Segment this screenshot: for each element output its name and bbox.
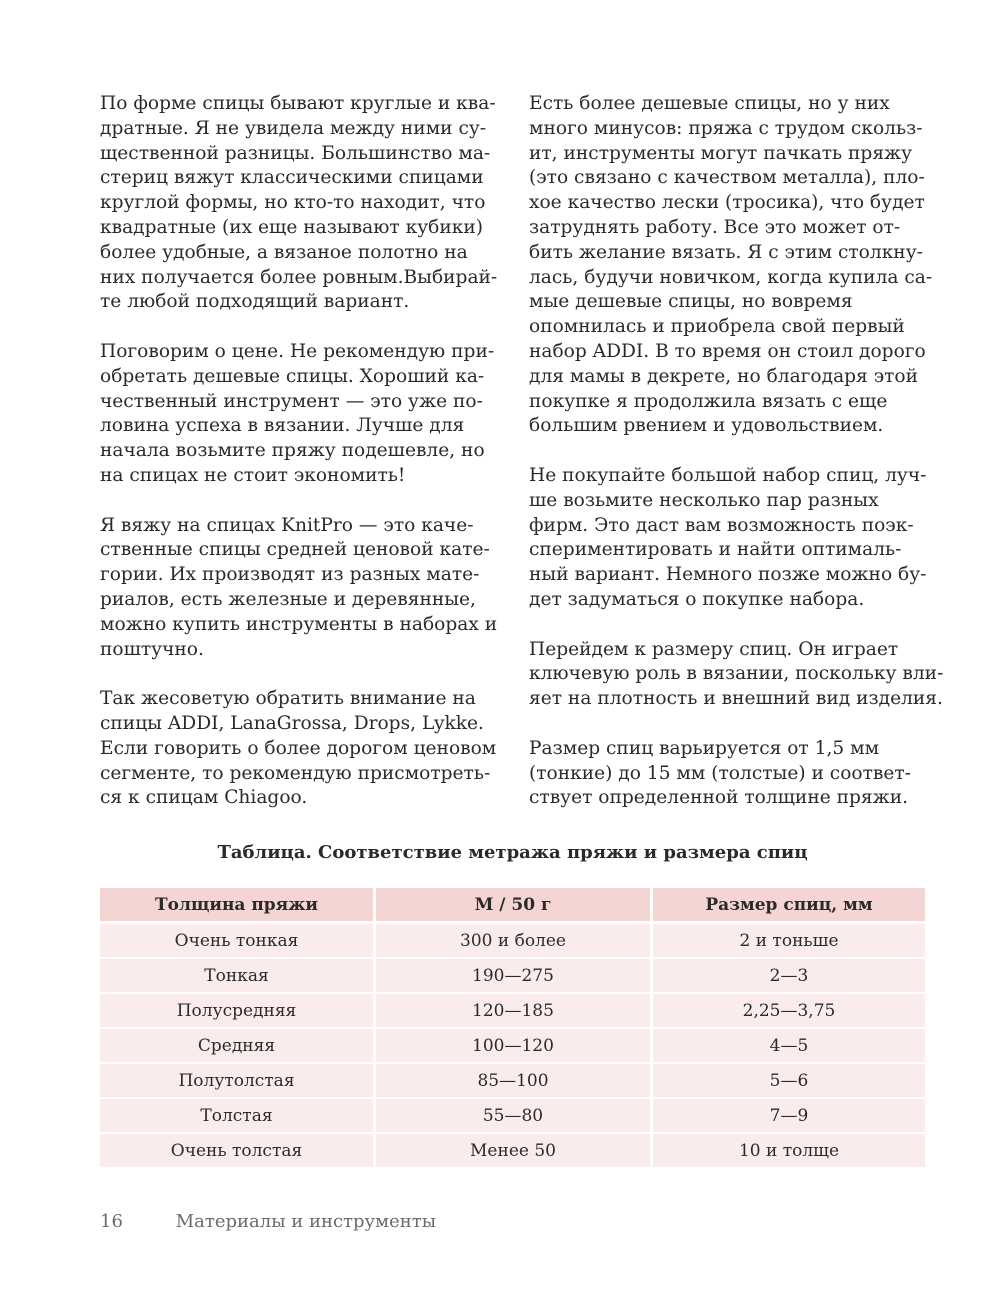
- text-line: стериц вяжут классическими спицами: [100, 167, 484, 189]
- text-line: сегменте, то рекомендую присмотреть-: [100, 762, 491, 784]
- paragraph: [100, 514, 510, 663]
- paragraph: [529, 92, 939, 439]
- text-line: спицы ADDI, LanaGrossa, Drops, Lykke.: [100, 712, 484, 734]
- text-line: фирм. Это даст вам возможность поэк-: [529, 514, 914, 536]
- paragraph: [100, 340, 510, 489]
- table-cell: 55—80: [376, 1099, 653, 1134]
- text-line: ственные спицы средней ценовой кате-: [100, 539, 490, 561]
- table-row: [100, 1099, 925, 1134]
- text-line: большим рвением и удовольствием.: [529, 415, 884, 437]
- table-cell: 2—3: [653, 959, 925, 994]
- text-line: чественный инструмент — это уже по-: [100, 390, 483, 412]
- right-column: [529, 92, 944, 836]
- text-line: на спицах не стоит экономить!: [100, 464, 406, 486]
- text-line: Поговорим о цене. Не рекомендую при-: [100, 340, 495, 362]
- table-cell: 7—9: [653, 1099, 925, 1134]
- text-line: опомнилась и приобрела свой первый: [529, 316, 905, 338]
- table-row: [100, 959, 925, 994]
- text-line: Я вяжу на спицах KnitPro — это каче-: [100, 514, 474, 536]
- text-line: для мамы в декрете, но благодаря этой: [529, 365, 918, 387]
- paragraph: [100, 92, 510, 315]
- text-line: щественной разницы. Большинство ма-: [100, 142, 491, 164]
- header-meterage: М / 50 г: [376, 888, 653, 924]
- table-cell: Очень тонкая: [100, 924, 376, 959]
- text-line: них получается более ровным.Выбирай-: [100, 266, 498, 288]
- text-line: круглой формы, но кто-то находит, что: [100, 192, 486, 214]
- text-line: более удобные, а вязаное полотно на: [100, 241, 468, 263]
- text-line: Так жесоветую обратить внимание на: [100, 688, 476, 710]
- text-line: те любой подходящий вариант.: [100, 291, 410, 313]
- text-line: Размер спиц варьируется от 1,5 мм: [529, 737, 880, 759]
- text-line: можно купить инструменты в наборах и: [100, 613, 498, 635]
- table-cell: 120—185: [376, 994, 653, 1029]
- table-cell: Тонкая: [100, 959, 376, 994]
- text-line: хое качество лески (тросика), что будет: [529, 192, 925, 214]
- text-line: риалов, есть железные и деревянные,: [100, 588, 476, 610]
- header-needle-size: Размер спиц, мм: [653, 888, 925, 924]
- text-line: много минусов: пряжа с трудом скольз-: [529, 117, 923, 139]
- text-line: ся к спицам Chiagoo.: [100, 787, 308, 809]
- yarn-needle-table: [100, 888, 925, 1169]
- table-row: [100, 1029, 925, 1064]
- text-line: квадратные (их еще называют кубики): [100, 216, 484, 238]
- table-row: [100, 994, 925, 1029]
- table-cell: 300 и более: [376, 924, 653, 959]
- text-line: (это связано с качеством металла), пло-: [529, 167, 925, 189]
- table-cell: Полутолстая: [100, 1064, 376, 1099]
- text-line: обретать дешевые спицы. Хороший ка-: [100, 365, 485, 387]
- text-line: набор ADDI. В то время он стоил дорого: [529, 340, 926, 362]
- text-line: поштучно.: [100, 638, 204, 660]
- table-row: [100, 924, 925, 959]
- text-line: гории. Их производят из разных мате-: [100, 564, 480, 586]
- text-line: (тонкие) до 15 мм (толстые) и соответ-: [529, 762, 911, 784]
- page-number: 16: [100, 1211, 123, 1232]
- table-cell: 190—275: [376, 959, 653, 994]
- page-footer: [100, 1211, 436, 1232]
- paragraph: [529, 464, 939, 613]
- table-cell: Очень толстая: [100, 1134, 376, 1169]
- text-line: лась, будучи новичком, когда купила са-: [529, 266, 933, 288]
- header-yarn-thickness: Толщина пряжи: [100, 888, 376, 924]
- text-line: ше возьмите несколько пар разных: [529, 489, 879, 511]
- text-line: Не покупайте большой набор спиц, луч-: [529, 464, 927, 486]
- paragraph: [529, 737, 939, 811]
- table-cell: 5—6: [653, 1064, 925, 1099]
- text-line: затруднять работу. Все это может от-: [529, 216, 901, 238]
- table: [100, 888, 925, 1169]
- table-cell: Толстая: [100, 1099, 376, 1134]
- text-line: начала возьмите пряжу подешевле, но: [100, 440, 485, 462]
- text-line: Есть более дешевые спицы, но у них: [529, 93, 890, 114]
- table-cell: 2 и тоньше: [653, 924, 925, 959]
- text-line: яет на плотность и внешний вид изделия.: [529, 688, 943, 710]
- left-column: [100, 92, 510, 836]
- paragraph: [100, 687, 510, 811]
- text-line: спериментировать и найти оптималь-: [529, 539, 902, 561]
- text-line: мые дешевые спицы, но вовремя: [529, 291, 853, 313]
- table-header-row: [100, 888, 925, 924]
- text-line: По форме спицы бывают круглые и ква-: [100, 93, 496, 114]
- text-line: покупке я продолжила вязать с еще: [529, 390, 888, 412]
- table-row: [100, 1064, 925, 1099]
- text-line: ловина успеха в вязании. Лучше для: [100, 415, 465, 437]
- text-line: ключевую роль в вязании, поскольку вли-: [529, 663, 944, 685]
- text-line: Перейдем к размеру спиц. Он играет: [529, 638, 899, 660]
- text-line: ствует определенной толщине пряжи.: [529, 787, 909, 809]
- table-title: Таблица. Соответствие метража пряжи и размера спиц: [217, 842, 808, 863]
- table-cell: Менее 50: [376, 1134, 653, 1169]
- paragraph: [529, 638, 944, 712]
- text-line: ит, инструменты могут пачкать пряжу: [529, 142, 913, 164]
- table-cell: 100—120: [376, 1029, 653, 1064]
- text-line: бить желание вязать. Я с этим столкну-: [529, 241, 923, 263]
- table-cell: 10 и толще: [653, 1134, 925, 1169]
- table-cell: 85—100: [376, 1064, 653, 1099]
- text-line: ный вариант. Немного позже можно бу-: [529, 564, 927, 586]
- table-cell: 2,25—3,75: [653, 994, 925, 1029]
- text-line: дет задуматься о покупке набора.: [529, 588, 865, 610]
- text-line: дратные. Я не увидела между ними су-: [100, 117, 487, 139]
- table-cell: Полусредняя: [100, 994, 376, 1029]
- table-row: [100, 1134, 925, 1169]
- running-title: Материалы и инструменты: [175, 1211, 437, 1232]
- table-cell: 4—5: [653, 1029, 925, 1064]
- table-cell: Средняя: [100, 1029, 376, 1064]
- text-line: Если говорить о более дорогом ценовом: [100, 737, 497, 759]
